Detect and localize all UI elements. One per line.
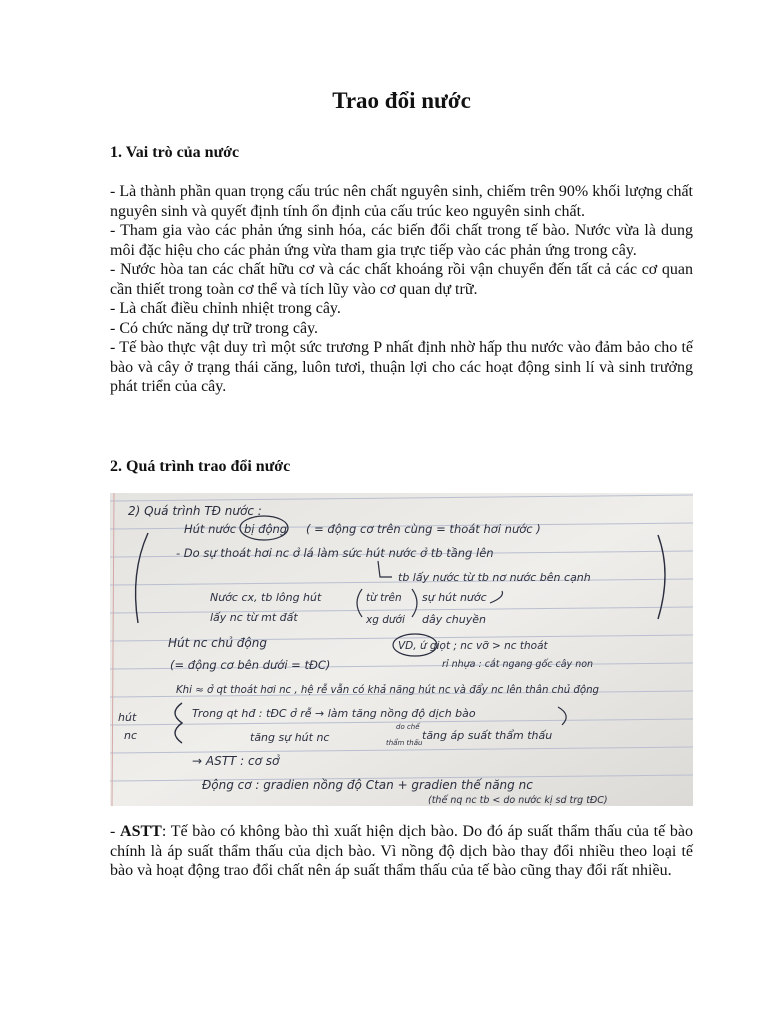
note-line: VD, ứ giọt ; nc vỡ > nc thoát — [398, 640, 548, 652]
paragraph — [110, 822, 693, 881]
paragraph: - Có chức năng dự trữ trong cây. — [110, 319, 319, 337]
note-line: rỉ nhựa : cắt ngang gốc cây non — [442, 659, 594, 670]
note-line: hút — [118, 711, 137, 724]
paragraph: - Là thành phần quan trọng cấu trúc nên chất nguyên sinh, chiếm trên 90% khối lượng chất nguyên sinh và quyết định tính ổn định của cấu trúc keo nguyên sinh chất. — [110, 183, 693, 220]
note-line: sự hút nước — [422, 591, 487, 604]
note-line: (= động cơ bên dưới = tĐC) — [170, 658, 331, 672]
note-line: xg dưới — [366, 614, 405, 626]
note-line: ( = động cơ trên cùng = thoát hơi nước ) — [306, 522, 541, 536]
paragraph: - Tham gia vào các phản ứng sinh hóa, các biến đổi chất trong tế bào. Nước vừa là dung môi đặc hiệu cho các phản ứng vừa tham gia trực tiếp vào các phản ứng trong cây. — [110, 222, 693, 259]
note-line: từ trên — [366, 592, 402, 604]
note-line: tb lấy nước từ tb nơ nước bên cạnh — [398, 571, 591, 584]
paragraph: - Nước hòa tan các chất hữu cơ và các chất khoáng rồi vận chuyển đến tất cả các cơ quan cần thiết trong toàn cơ thể và tích lũy vào cơ quan dự trữ. — [110, 261, 693, 298]
note-line: - Do sự thoát hơi nc ở lá làm sức hút nước ở tb tầng lên — [176, 546, 494, 560]
note-line: 2) Quá trình TĐ nước : — [128, 504, 262, 518]
paragraph: - Tế bào thực vật duy trì một sức trương P nhất định nhờ hấp thu nước vào đảm bảo cho tế bào và cây ở trạng thái căng, luôn tươi, thuận lợi cho các hoạt động sinh lí và sinh trưởng phát triển của cây. — [110, 339, 693, 395]
note-line: (thế nq nc tb < do nước kị sd trg tĐC) — [428, 795, 608, 806]
note-line: Trong qt hđ : tĐC ở rễ → làm tăng nồng độ dịch bào — [192, 707, 476, 720]
note-line: thẩm thấu — [386, 739, 423, 747]
page-title: Trao đổi nước — [332, 88, 471, 113]
handwritten-notes-photo — [110, 493, 693, 806]
note-line: Khi ≈ ở qt thoát hơi nc , hệ rễ vẫn có khả năng hút nc và đẩy nc lên thân chủ động — [176, 685, 600, 696]
astt-term: ASTT — [120, 823, 162, 840]
note-line: → ASTT : cơ sở — [192, 754, 280, 768]
section-body-astt — [110, 822, 693, 881]
note-line: Hút nc chủ động — [168, 636, 267, 650]
section-heading-water-exchange: 2. Quá trình trao đổi nước — [110, 458, 291, 475]
astt-prefix: - — [110, 823, 121, 840]
note-line: lấy nc từ mt đất — [210, 611, 298, 624]
note-line: Động cơ : gradien nồng độ Ctan + gradien thế năng nc — [202, 778, 533, 792]
note-line: nc — [124, 729, 138, 742]
note-line: bị động — [244, 522, 288, 536]
section-body-water-role — [110, 182, 693, 397]
note-line: Nước cx, tb lông hút — [210, 591, 322, 604]
note-line: do chế — [396, 723, 420, 731]
astt-definition: : Tế bào có không bào thì xuất hiện dịch bào. Do đó áp suất thẩm thấu của tế bào chính là áp suất thẩm thấu của dịch bào. Vì nồng độ dịch bào thay đổi nhiều theo loại tế bào và hoạt động trao đổi chất nên áp suất thẩm thấu của tế bào cũng thay đổi rất nhiều. — [110, 823, 694, 879]
paragraph: - Là chất điều chỉnh nhiệt trong cây. — [110, 300, 341, 317]
note-line: tăng áp suất thẩm thấu — [422, 729, 553, 742]
note-line: dây chuyền — [422, 613, 486, 626]
note-line: Hút nước — [184, 522, 237, 536]
note-line: tăng sự hút nc — [250, 731, 330, 744]
section-heading-water-role: 1. Vai trò của nước — [110, 144, 240, 161]
